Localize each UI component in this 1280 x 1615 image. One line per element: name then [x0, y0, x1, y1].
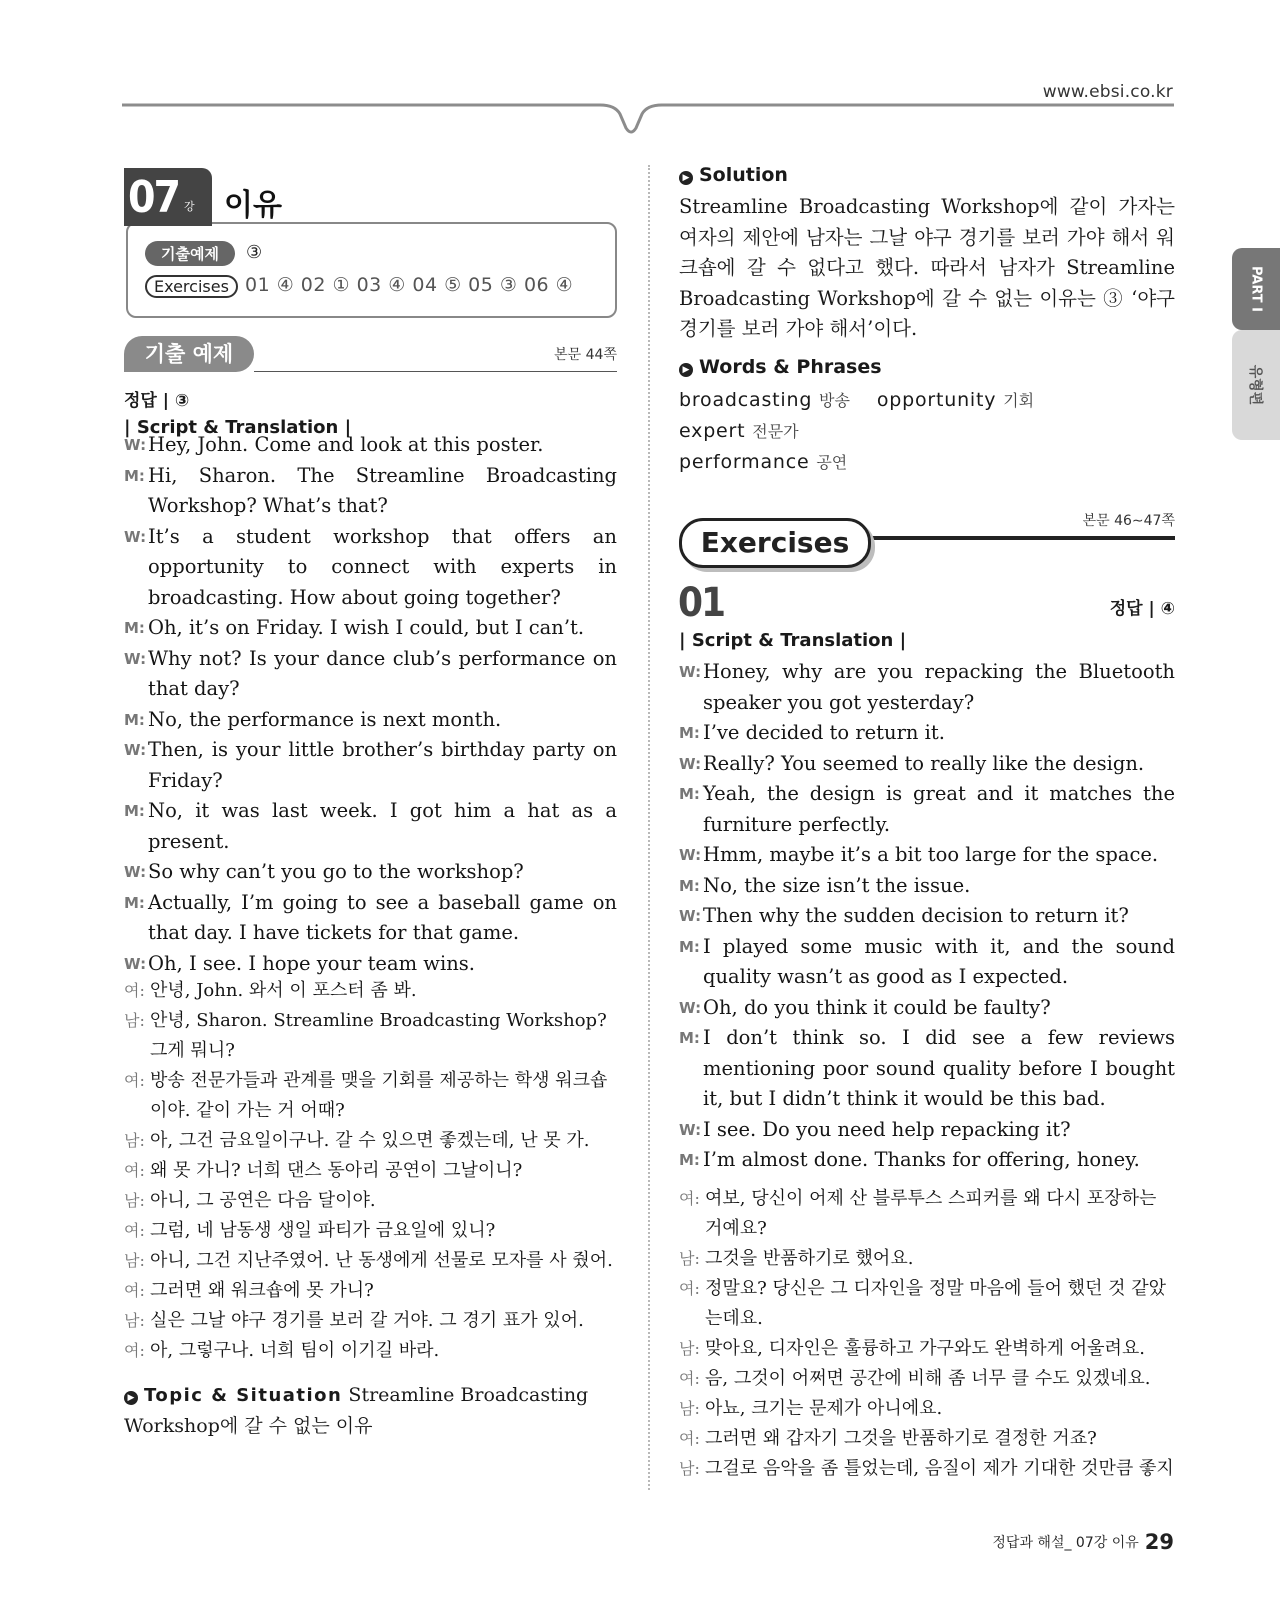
- translation-line: [679, 1364, 1175, 1394]
- translation-line: [679, 1334, 1175, 1364]
- speaker: M:: [679, 1029, 700, 1047]
- section-title: 기출 예제: [124, 336, 254, 372]
- dialogue-line: [679, 840, 1175, 871]
- translation-line: [124, 976, 617, 1006]
- dialogue-line: [124, 461, 617, 522]
- column-divider: [648, 165, 650, 1490]
- translation-line: [679, 1184, 1175, 1244]
- word-item: broadcasting 방송: [679, 389, 850, 411]
- lesson-number: 07: [128, 172, 180, 223]
- translation: [124, 976, 617, 1366]
- line-text: 정말요? 당신은 그 디자인을 정말 마음에 들어 했던 것 같았는데요.: [705, 1278, 1167, 1329]
- dialogue-line: [679, 1115, 1175, 1146]
- speaker: 여:: [679, 1279, 700, 1298]
- line-text: 안녕, Sharon. Streamline Broadcasting Workshop? 그게 뭐니?: [150, 1010, 607, 1061]
- dialogue: [679, 657, 1175, 1176]
- speaker: 남:: [679, 1399, 700, 1418]
- speaker: 남:: [124, 1251, 145, 1270]
- translation-line: [124, 1156, 617, 1186]
- exercise-answers: 01 ④ 02 ① 03 ④ 04 ⑤ 05 ③ 06 ④: [245, 274, 574, 296]
- speaker: 여:: [124, 981, 145, 1000]
- dialogue-line: [124, 430, 617, 461]
- line-text: Actually, I’m going to see a baseball game on that day. I have tickets for that game.: [148, 890, 617, 944]
- solution-heading: ▶ Solution: [679, 164, 788, 186]
- dialogue-line: [679, 749, 1175, 780]
- play-bullet-icon: ▶: [679, 171, 693, 185]
- lesson-gang: 강: [184, 200, 195, 213]
- dialogue-line: [679, 1023, 1175, 1115]
- line-text: Oh, it’s on Friday. I wish I could, but I can’t.: [148, 616, 585, 639]
- tab-part-1[interactable]: PART I: [1232, 248, 1280, 330]
- speaker: 남:: [679, 1339, 700, 1358]
- line-text: 아, 그렇구나. 너희 팀이 이기길 바라.: [150, 1340, 440, 1361]
- speaker: W:: [124, 649, 147, 668]
- line-text: Hey, John. Come and look at this poster.: [148, 433, 544, 456]
- line-text: No, the size isn’t the issue.: [703, 873, 971, 897]
- past-example-answer: ③: [246, 242, 263, 263]
- exercises-badge: Exercises: [145, 275, 238, 298]
- footer-text: 정답과 해설_ 07강 이유: [992, 1535, 1139, 1551]
- speaker: M:: [124, 466, 145, 485]
- speaker: 여:: [124, 1341, 145, 1360]
- line-text: 음, 그것이 어쩌면 공간에 비해 좀 너무 클 수도 있겠네요.: [705, 1368, 1151, 1389]
- line-text: 그걸로 음악을 좀 틀었는데, 음질이 제가 기대한 것만큼 좋지: [705, 1458, 1174, 1479]
- speaker: W:: [124, 863, 147, 881]
- line-text: 그것을 반품하기로 했어요.: [705, 1248, 914, 1269]
- dialogue-line: [679, 901, 1175, 932]
- solution-text: Streamline Broadcasting Workshop에 같이 가자는 여자의 제안에 남자는 그날 야구 경기를 보러 가야 해서 워크숍에 갈 수 없다고 했다. 따라서 남자가 Streamline Broadcasting Workshop에 갈 수 없는 이유는 ③ ‘야구 경기를 보러 가야 해서’이다.: [679, 195, 1175, 340]
- translation-line: [679, 1454, 1175, 1484]
- translation-line: [679, 1274, 1175, 1334]
- dialogue-line: [124, 857, 617, 888]
- line-text: 아니, 그 공연은 다음 달이야.: [150, 1190, 376, 1211]
- line-text: I played some music with it, and the sound quality wasn’t as good as I expected.: [703, 934, 1175, 988]
- speaker: 남:: [124, 1011, 145, 1030]
- word-item: opportunity 기회: [876, 389, 1035, 411]
- speaker: M:: [124, 893, 145, 912]
- lesson-number-tab: [124, 168, 212, 226]
- speaker: M:: [124, 802, 145, 820]
- speaker: 여:: [124, 1281, 145, 1300]
- dialogue-line: [679, 1145, 1175, 1176]
- dialogue-line: [124, 949, 617, 980]
- tab-type-section[interactable]: 유형편: [1232, 330, 1280, 440]
- speaker: M:: [679, 937, 700, 956]
- answer: 정답 | ③: [124, 391, 190, 411]
- line-text: 아니, 그건 지난주였어. 난 동생에게 선물로 모자를 사 줬어.: [150, 1250, 613, 1271]
- topic-label: Topic & Situation: [144, 1385, 343, 1406]
- dialogue-line: [124, 735, 617, 796]
- speaker: W:: [679, 754, 702, 773]
- speaker: W:: [679, 1120, 702, 1139]
- line-text: No, it was last week. I got him a hat as a present.: [148, 799, 617, 853]
- line-text: Hi, Sharon. The Streamline Broadcasting Workshop? What’s that?: [148, 463, 617, 517]
- dialogue: [124, 430, 617, 979]
- speaker: 여:: [124, 1161, 145, 1180]
- speaker: 여:: [679, 1429, 700, 1448]
- line-text: I see. Do you need help repacking it?: [703, 1117, 1071, 1141]
- speaker: M:: [679, 1151, 700, 1169]
- line-text: Oh, I see. I hope your team wins.: [148, 951, 475, 975]
- translation-line: [124, 1126, 617, 1156]
- translation-line: [124, 1306, 617, 1336]
- exercises-title: Exercises: [679, 518, 871, 568]
- page-footer: [992, 1530, 1174, 1554]
- script-heading: | Script & Translation |: [679, 630, 907, 651]
- line-text: I’m almost done. Thanks for offering, honey.: [703, 1148, 1140, 1171]
- line-text: Why not? Is your dance club’s performance on that day?: [148, 646, 617, 700]
- speaker: M:: [679, 724, 700, 742]
- speaker: 남:: [679, 1249, 700, 1268]
- topic-situation: [124, 1380, 617, 1442]
- line-text: 실은 그날 야구 경기를 보러 갈 거야. 그 경기 표가 있어.: [150, 1310, 584, 1331]
- past-example-heading: [124, 336, 617, 374]
- section-rule: [254, 371, 617, 372]
- dialogue-line: [679, 993, 1175, 1024]
- translation-line: [124, 1066, 617, 1126]
- lesson-answer-frame: [126, 222, 617, 318]
- dialogue-line: [679, 871, 1175, 902]
- translation-line: [679, 1244, 1175, 1274]
- translation-line: [124, 1276, 617, 1306]
- question-number: 01: [678, 580, 725, 626]
- script-heading: | Script & Translation |: [124, 417, 352, 438]
- page-reference: 본문 46∼47쪽: [1082, 513, 1175, 529]
- answer: 정답 | ④: [1109, 599, 1175, 619]
- translation-line: [124, 1246, 617, 1276]
- translation-line: [124, 1186, 617, 1216]
- speaker: W:: [679, 907, 702, 925]
- speaker: W:: [124, 527, 147, 546]
- dialogue-line: [124, 613, 617, 644]
- dialogue-line: [124, 644, 617, 705]
- line-text: It’s a student workshop that offers an opportunity to connect with experts in broadcasting. How about going together?: [148, 524, 617, 609]
- line-text: Yeah, the design is great and it matches the furniture perfectly.: [703, 782, 1175, 836]
- dialogue-line: [124, 796, 617, 857]
- line-text: Really? You seemed to really like the design.: [703, 751, 1145, 775]
- speaker: 여:: [679, 1189, 700, 1208]
- translation-line: [124, 1336, 617, 1366]
- speaker: M:: [124, 710, 145, 729]
- play-bullet-icon: ▶: [679, 363, 693, 377]
- dialogue-line: [124, 522, 617, 614]
- header-rule: [122, 96, 1174, 136]
- speaker: M:: [124, 619, 145, 637]
- topic-text: Streamline Broadcasting Workshop에 갈 수 없는 이유: [124, 1384, 589, 1437]
- translation: [679, 1184, 1175, 1484]
- speaker: W:: [679, 663, 702, 681]
- line-text: Then why the sudden decision to return it?: [703, 904, 1129, 927]
- page-reference: 본문 44쪽: [554, 347, 617, 363]
- dialogue-line: [124, 888, 617, 949]
- speaker: 남:: [124, 1131, 145, 1150]
- lesson-title: 이유: [224, 188, 282, 223]
- line-text: Hmm, maybe it’s a bit too large for the space.: [703, 843, 1159, 866]
- dialogue-line: [679, 779, 1175, 840]
- lesson-header: [124, 168, 617, 316]
- line-text: 맞아요, 디자인은 훌륭하고 가구와도 완벽하게 어울려요.: [705, 1338, 1145, 1359]
- line-text: No, the performance is next month.: [148, 707, 502, 731]
- word-item: performance 공연: [679, 451, 848, 473]
- words-heading: ▶ Words & Phrases: [679, 356, 882, 378]
- speaker: 남:: [124, 1191, 145, 1210]
- line-text: 그러면 왜 워크숍에 못 가니?: [150, 1280, 374, 1301]
- words-list: [679, 385, 1175, 478]
- line-text: 왜 못 가니? 너희 댄스 동아리 공연이 그날이니?: [150, 1160, 523, 1181]
- line-text: 여보, 당신이 어제 산 블루투스 스피커를 왜 다시 포장하는 거예요?: [705, 1188, 1157, 1239]
- word-item: expert 전문가: [679, 420, 799, 442]
- translation-line: [124, 1216, 617, 1246]
- dialogue-line: [679, 657, 1175, 718]
- page-number: 29: [1144, 1530, 1174, 1554]
- speaker: W:: [679, 998, 702, 1017]
- translation-line: [124, 1006, 617, 1066]
- past-example-badge: 기출예제: [145, 241, 235, 266]
- speaker: 남:: [679, 1459, 700, 1478]
- line-text: 방송 전문가들과 관계를 맺을 기회를 제공하는 학생 워크숍이야. 같이 가는 거 어때?: [150, 1070, 608, 1121]
- translation-line: [679, 1424, 1175, 1454]
- line-text: So why can’t you go to the workshop?: [148, 860, 524, 883]
- dialogue-line: [124, 705, 617, 736]
- line-text: Honey, why are you repacking the Bluetooth speaker you got yesterday?: [703, 660, 1175, 714]
- speaker: W:: [124, 741, 147, 759]
- line-text: 아, 그건 금요일이구나. 갈 수 있으면 좋겠는데, 난 못 가.: [150, 1130, 590, 1151]
- speaker: 남:: [124, 1311, 145, 1330]
- exercises-heading: [679, 513, 1175, 566]
- line-text: Oh, do you think it could be faulty?: [703, 995, 1051, 1019]
- speaker: M:: [679, 876, 700, 895]
- dialogue-line: [679, 932, 1175, 993]
- speaker: 여:: [124, 1071, 145, 1090]
- line-text: 그럼, 네 남동생 생일 파티가 금요일에 있니?: [150, 1220, 496, 1241]
- line-text: 아뇨, 크기는 문제가 아니에요.: [705, 1398, 943, 1419]
- dialogue-line: [679, 718, 1175, 749]
- speaker: W:: [124, 436, 147, 454]
- exercises-rule: [868, 536, 1175, 540]
- speaker: W:: [124, 954, 147, 973]
- speaker: W:: [679, 846, 702, 864]
- speaker: 여:: [124, 1221, 145, 1240]
- line-text: 안녕, John. 와서 이 포스터 좀 봐.: [150, 980, 417, 1001]
- speaker: M:: [679, 785, 700, 803]
- line-text: Then, is your little brother’s birthday party on Friday?: [148, 738, 617, 792]
- translation-line: [679, 1394, 1175, 1424]
- line-text: 그러면 왜 갑자기 그것을 반품하기로 결정한 거죠?: [705, 1428, 1097, 1449]
- play-bullet-icon: ▶: [124, 1391, 138, 1405]
- line-text: I’ve decided to return it.: [703, 721, 945, 744]
- line-text: I don’t think so. I did see a few reviews mentioning poor sound quality before I bought it, but I didn’t think it would be this bad.: [703, 1026, 1175, 1110]
- speaker: 여:: [679, 1369, 700, 1388]
- site-url[interactable]: www.ebsi.co.kr: [1042, 82, 1173, 102]
